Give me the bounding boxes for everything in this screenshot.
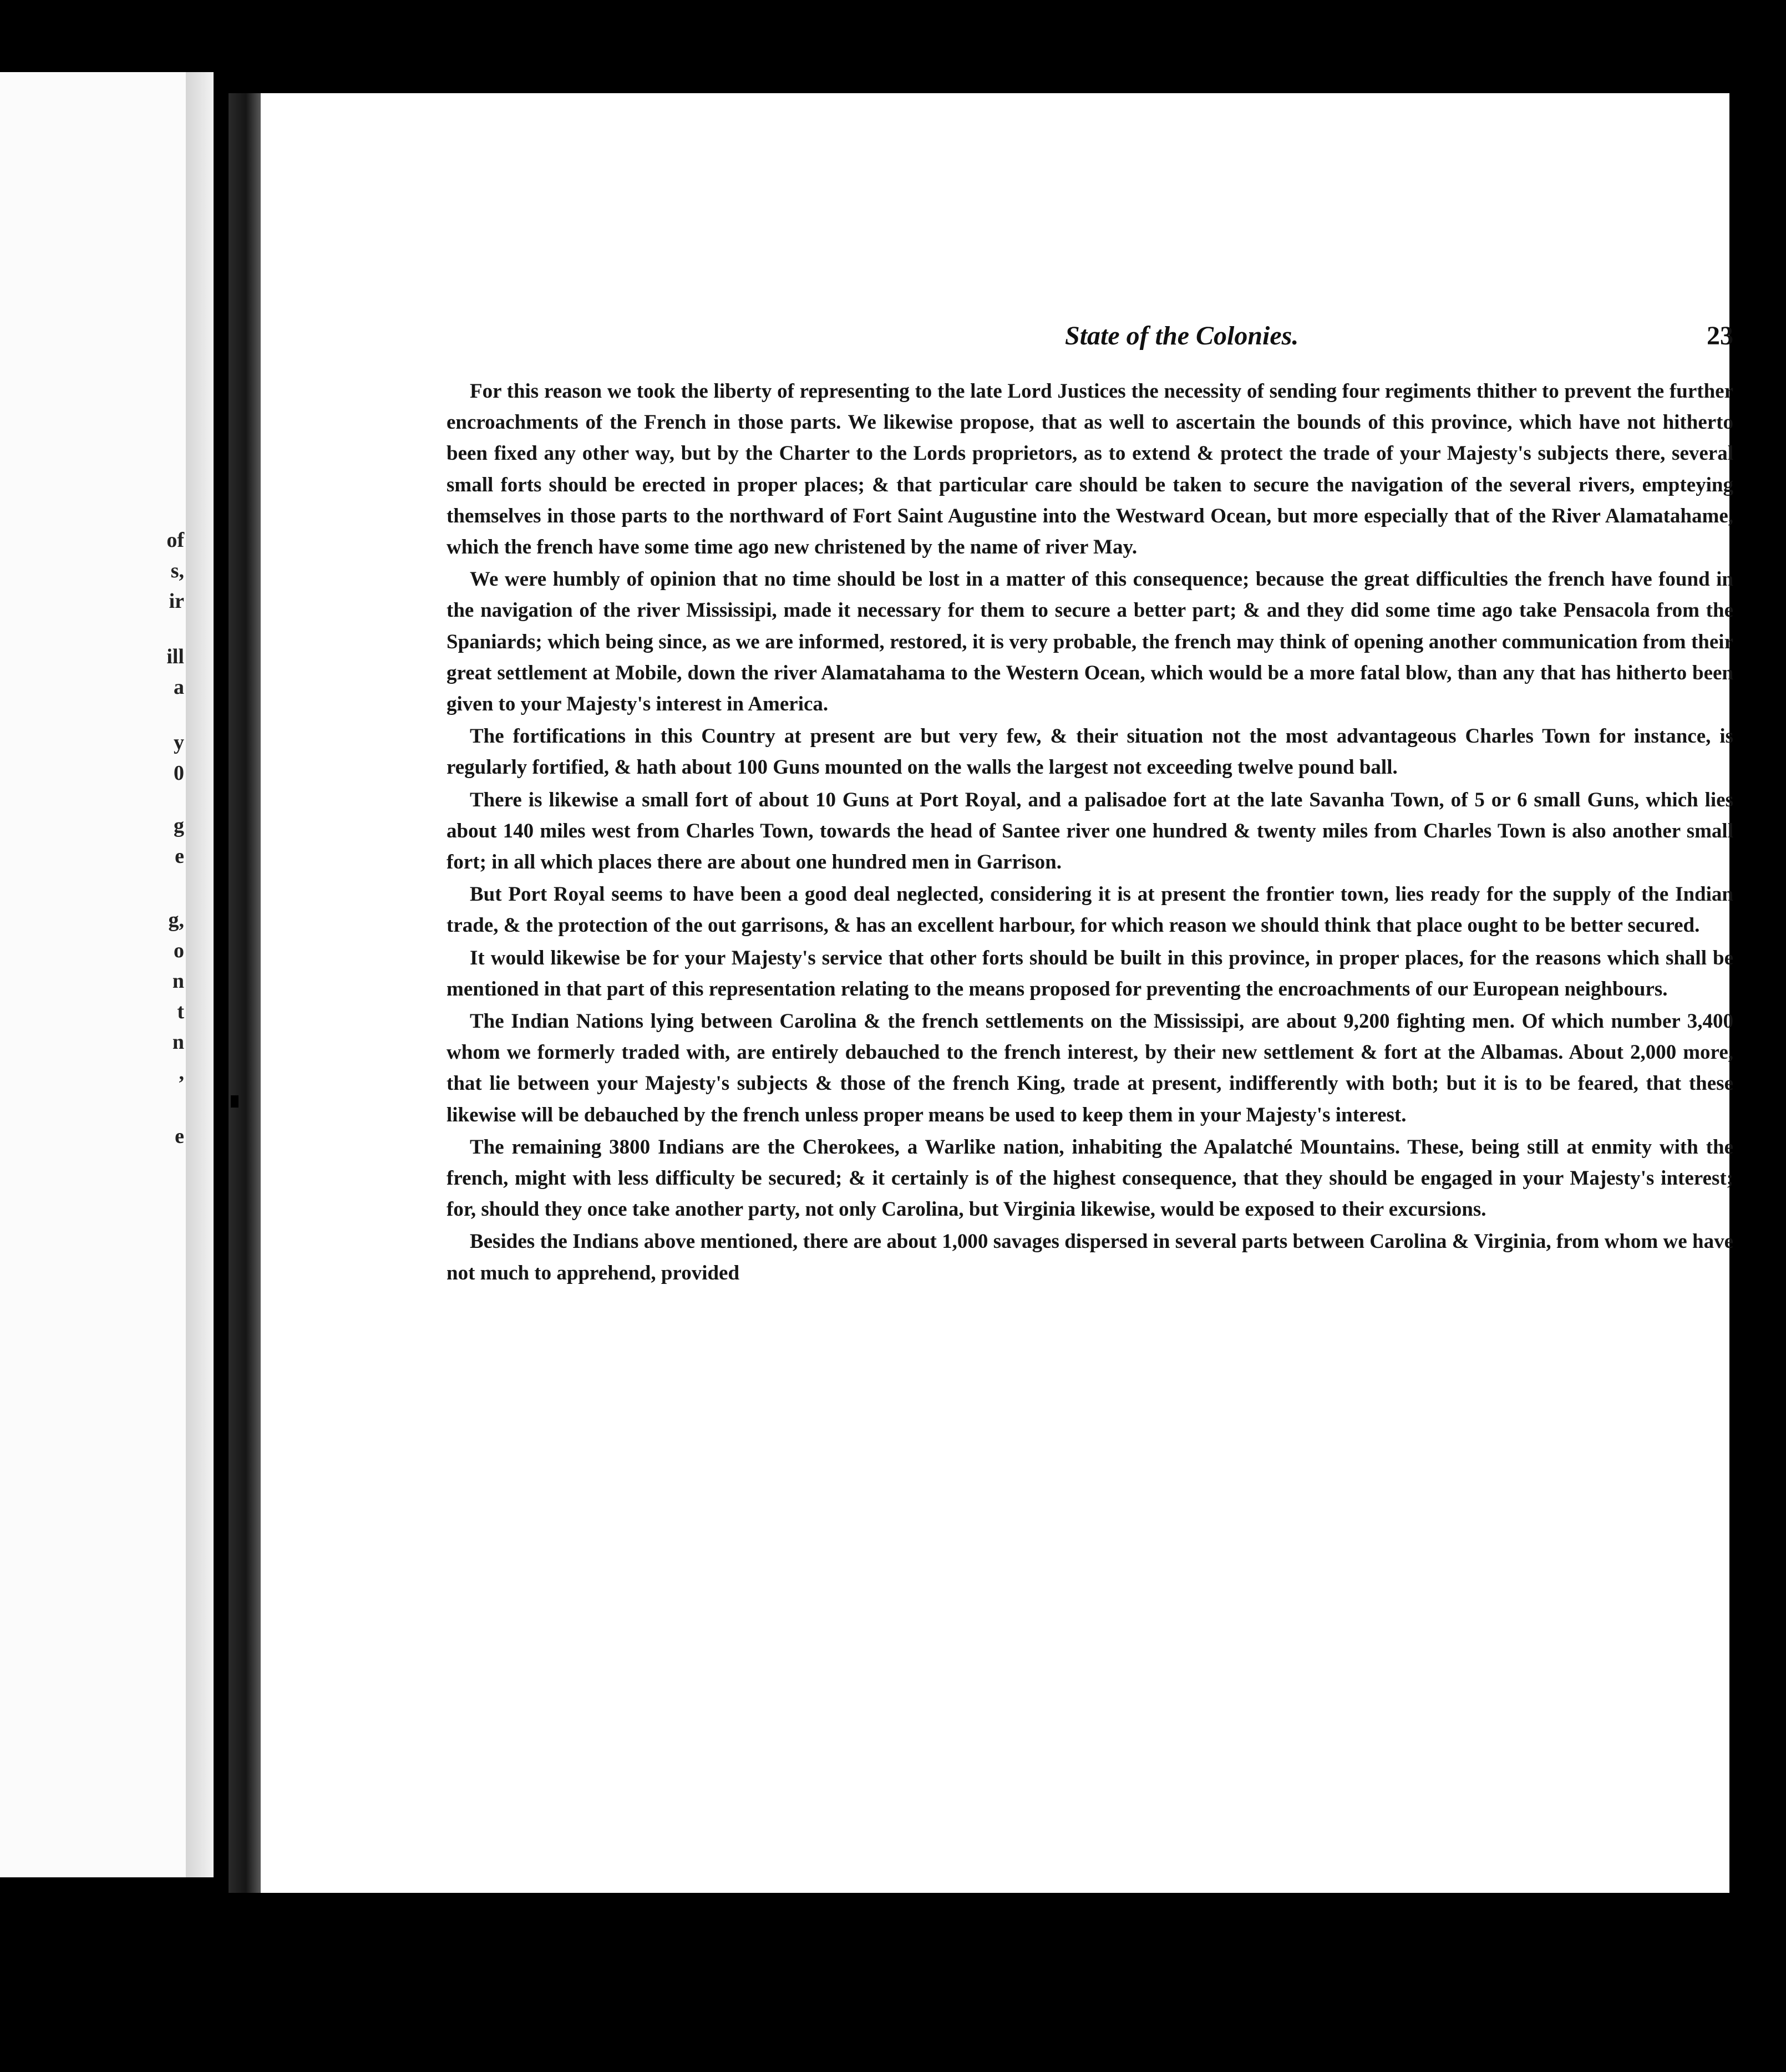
fragment: e	[175, 845, 184, 868]
paragraph: We were humbly of opinion that no time should be lost in a matter of this consequence; because the great difficulties the french have found in the navigation of the river Mississipi, made it necessary for them to secure a better part; & and they did some time ago take Pensacola from the Spaniards; which being since, as we are informed, restored, it is very probable, the french may think of opening another communication from their great settlement at Mobile, down the river Alamatahama to the Western Ocean, which would be a more fatal blow, than any that has hitherto been given to your Majesty's interest in America.	[446, 568, 1733, 716]
page-number: 23	[1707, 321, 1733, 351]
fragment: s,	[170, 559, 184, 582]
document-page	[261, 93, 1733, 1893]
running-head	[446, 321, 1733, 365]
paragraph: It would likewise be for your Majesty's service that other forts should be built in this province, in proper places, for the reasons which shall be mentioned in that part of this representation relating to the means proposed for preventing the encroachments of our European neighbours.	[446, 946, 1733, 1001]
fragment: n	[172, 1030, 184, 1054]
body-text	[446, 376, 1733, 1289]
fragment: g,	[168, 908, 184, 932]
fragment: a	[174, 676, 184, 699]
paragraph: There is likewise a small fort of about 10 Guns at Port Royal, and a palisadoe fort at the late Savanha Town, of 5 or 6 small Guns, which lies about 140 miles west from Charles Town, towards the head of Santee river one hundred & twenty miles from Charles Town is also another small fort; in all which places there are about one hundred men in Garrison.	[446, 788, 1733, 874]
fragment: ill	[166, 645, 184, 668]
fragment: t	[177, 1000, 184, 1023]
fragment: n	[172, 969, 184, 993]
fragment: ir	[169, 590, 184, 613]
paragraph: The Indian Nations lying between Carolina & the french settlements on the Mississipi, are about 9,200 fighting men. Of which number 3,400 whom we formerly traded with, are entirely debauched to the french interest, by their new settlement & fort at the Albamas. About 2,000 more, that lie between your Majesty's subjects & those of the french King, trade at present, indifferently with both; but it is to be feared, that these likewise will be debauched by the french unless proper means be used to keep them in your Majesty's interest.	[446, 1010, 1733, 1126]
paragraph: But Port Royal seems to have been a good deal neglected, considering it is at present the frontier town, lies ready for the supply of the Indian trade, & the protection of the out garrisons, & has an excellent harbour, for which reason we should think that place ought to be better secured.	[446, 883, 1733, 937]
paragraph: The remaining 3800 Indians are the Cherokees, a Warlike nation, inhabiting the Apalatché Mountains. These, being still at enmity with the french, might with less difficulty be secured; & it certainly is of the highest consequence, that they should be engaged in your Majesty's interest; for, should they once take another party, not only Carolina, but Virginia likewise, would be exposed to their excursions.	[446, 1135, 1733, 1221]
book-gutter	[186, 72, 214, 1877]
running-title: State of the Colonies.	[1065, 321, 1299, 351]
scan-mark	[231, 1095, 239, 1108]
fragment: y	[174, 731, 184, 754]
fragment: e	[175, 1125, 184, 1148]
facing-page	[0, 72, 186, 1877]
fragment: g	[174, 814, 184, 837]
fragment: 0	[174, 761, 184, 785]
fragment: ,	[179, 1061, 184, 1084]
paragraph: For this reason we took the liberty of representing to the late Lord Justices the necessity of sending four regiments thither to prevent the further encroachments of the French in those parts. We likewise propose, that as well to ascertain the bounds of this province, which have not hitherto been fixed any other way, but by the Charter to the Lords proprietors, as to extend & protect the trade of your Majesty's subjects there, several small forts should be erected in proper places; & that particular care should be taken to secure the navigation of the several rivers, empteying themselves in those parts to the northward of Fort Saint Augustine into the Westward Ocean, but more especially that of the River Alamatahame, which the french have some time ago new christened by the name of river May.	[446, 380, 1733, 559]
paragraph: The fortifications in this Country at present are but very few, & their situation not the most advantageous Charles Town for instance, is regularly fortified, & hath about 100 Guns mounted on the walls the largest not exceeding twelve pound ball.	[446, 725, 1733, 779]
fragment: o	[174, 939, 184, 962]
fragment: of	[166, 529, 184, 552]
paragraph: Besides the Indians above mentioned, there are about 1,000 savages dispersed in several parts between Carolina & Virginia, from whom we have not much to apprehend, provided	[446, 1230, 1733, 1284]
